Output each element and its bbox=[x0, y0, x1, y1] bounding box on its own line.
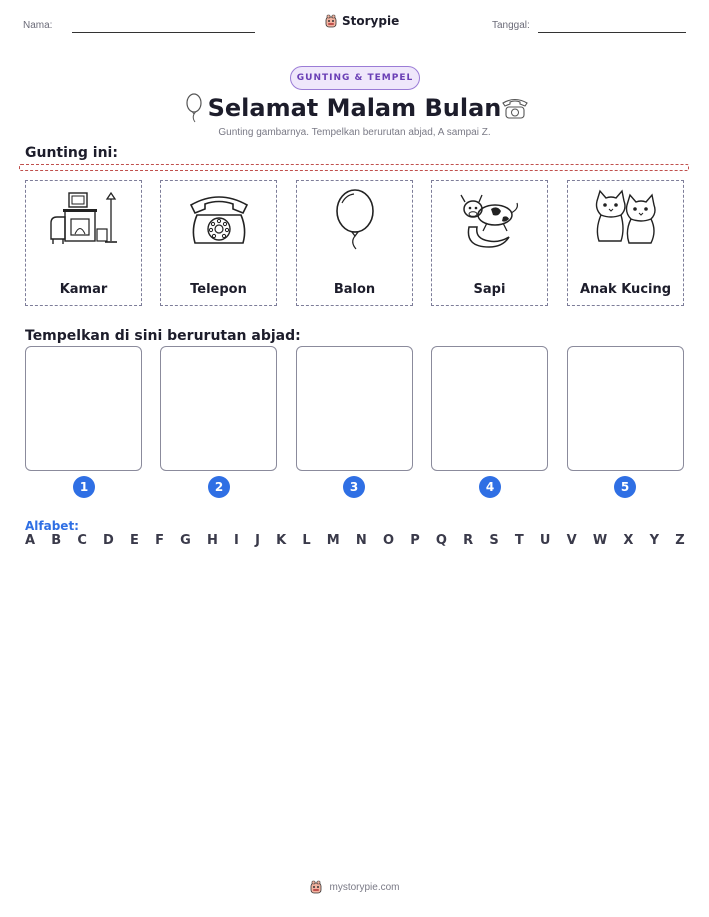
cut-card-kamar[interactable] bbox=[25, 180, 142, 306]
order-number-5: 5 bbox=[614, 476, 636, 498]
card-label: Sapi bbox=[473, 282, 506, 297]
storypie-mascot-icon bbox=[309, 880, 323, 894]
alphabet-letter: M bbox=[326, 533, 340, 548]
alphabet-letter: P bbox=[410, 533, 420, 548]
cut-card-anak-kucing[interactable] bbox=[567, 180, 684, 306]
alphabet-letter: N bbox=[355, 533, 367, 548]
alphabet-letter: L bbox=[302, 533, 311, 548]
alphabet-letter: R bbox=[463, 533, 474, 548]
alphabet-letter: Z bbox=[675, 533, 685, 548]
cut-card-telepon[interactable] bbox=[160, 180, 277, 306]
room-icon bbox=[49, 189, 119, 249]
cut-section-label: Gunting ini: bbox=[25, 145, 118, 161]
alphabet-letter: T bbox=[514, 533, 524, 548]
alphabet-letter: C bbox=[77, 533, 87, 548]
alphabet-letter: U bbox=[539, 533, 551, 548]
worksheet-header bbox=[0, 0, 709, 60]
kittens-icon bbox=[591, 189, 661, 249]
alphabet-letter: I bbox=[234, 533, 239, 548]
telephone-icon bbox=[187, 189, 251, 249]
telephone-icon bbox=[500, 94, 530, 122]
alphabet-letter: W bbox=[592, 533, 608, 548]
card-label: Balon bbox=[333, 282, 376, 297]
page-title: Selamat Malam Bulan bbox=[207, 94, 502, 122]
alphabet-letter: H bbox=[206, 533, 218, 548]
alphabet-letter: K bbox=[276, 533, 287, 548]
alphabet-strip bbox=[25, 533, 685, 548]
alphabet-letter: V bbox=[566, 533, 577, 548]
paste-box-1[interactable] bbox=[25, 346, 142, 471]
card-label: Kamar bbox=[59, 282, 108, 297]
alphabet-letter: E bbox=[130, 533, 139, 548]
cut-card-sapi[interactable] bbox=[431, 180, 548, 306]
activity-badge: GUNTING & TEMPEL bbox=[290, 66, 420, 90]
date-label: Tanggal: bbox=[492, 20, 530, 31]
instructions: Gunting gambarnya. Tempelkan berurutan abjad, A sampai Z. bbox=[218, 127, 491, 138]
alphabet-letter: F bbox=[155, 533, 164, 548]
alphabet-letter: X bbox=[623, 533, 634, 548]
alphabet-letter: Q bbox=[435, 533, 447, 548]
order-number-1: 1 bbox=[73, 476, 95, 498]
storypie-mascot-icon bbox=[324, 14, 338, 28]
alphabet-letter: A bbox=[25, 533, 36, 548]
name-line[interactable] bbox=[72, 32, 255, 33]
cow-icon bbox=[455, 189, 525, 251]
balloon-icon bbox=[330, 189, 380, 251]
alphabet-letter: O bbox=[382, 533, 395, 548]
order-number-2: 2 bbox=[208, 476, 230, 498]
alphabet-letter: B bbox=[51, 533, 62, 548]
cut-card-balon[interactable] bbox=[296, 180, 413, 306]
order-number-4: 4 bbox=[479, 476, 501, 498]
alphabet-label: Alfabet: bbox=[25, 519, 79, 533]
footer bbox=[0, 880, 709, 894]
alphabet-letter: G bbox=[180, 533, 191, 548]
card-label: Telepon bbox=[190, 282, 247, 297]
cut-line bbox=[19, 164, 689, 171]
order-number-3: 3 bbox=[343, 476, 365, 498]
paste-box-5[interactable] bbox=[567, 346, 684, 471]
brand-name: Storypie bbox=[342, 14, 400, 28]
brand-logo bbox=[324, 14, 399, 28]
paste-box-2[interactable] bbox=[160, 346, 277, 471]
paste-box-3[interactable] bbox=[296, 346, 413, 471]
footer-url[interactable]: mystorypie.com bbox=[329, 881, 400, 893]
alphabet-letter: Y bbox=[649, 533, 660, 548]
paste-box-4[interactable] bbox=[431, 346, 548, 471]
paste-section-label: Tempelkan di sini berurutan abjad: bbox=[25, 328, 301, 344]
alphabet-letter: S bbox=[489, 533, 499, 548]
alphabet-letter: D bbox=[103, 533, 114, 548]
title-row bbox=[0, 90, 709, 126]
card-label: Anak Kucing bbox=[579, 282, 672, 297]
alphabet-letter: J bbox=[255, 533, 260, 548]
date-line[interactable] bbox=[538, 32, 686, 33]
name-label: Nama: bbox=[23, 20, 53, 31]
